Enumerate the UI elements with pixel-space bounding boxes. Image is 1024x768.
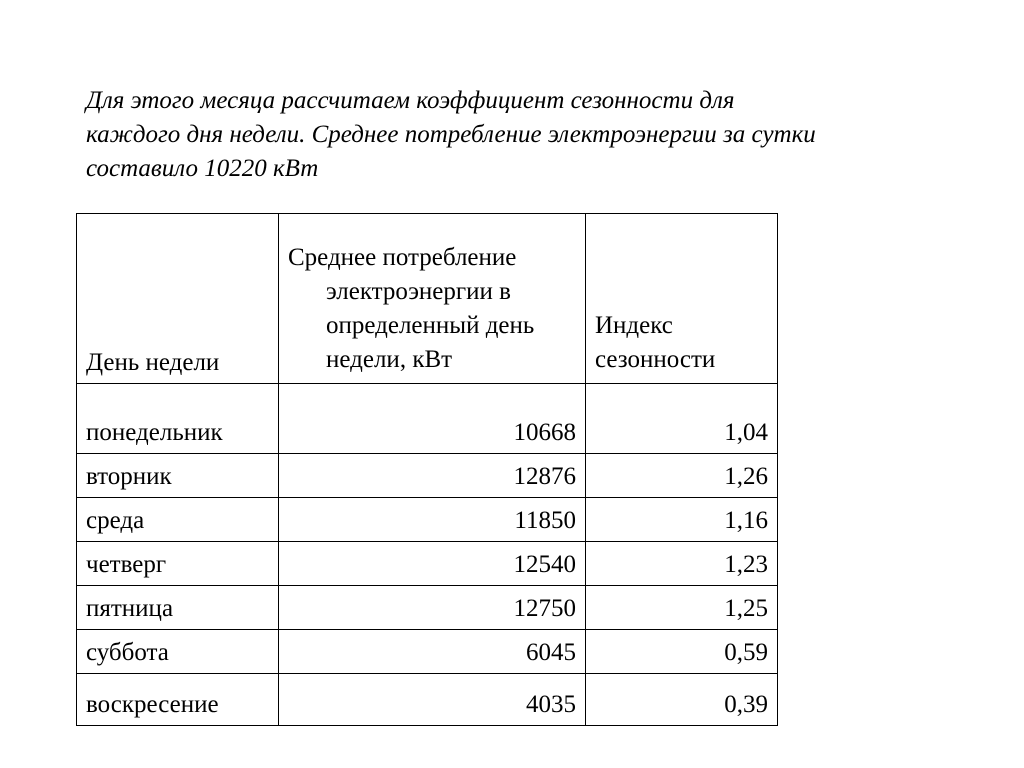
header-index — [586, 214, 778, 384]
cell-consumption: 4035 — [279, 674, 586, 726]
cell-consumption: 12750 — [279, 586, 586, 630]
header-day: День недели — [77, 214, 279, 384]
header-index-line-2: сезонности — [595, 346, 716, 373]
intro-line-2: каждого дня недели. Среднее потребление электроэнергии за сутки — [86, 121, 816, 148]
header-consumption-line-3: определенный день — [326, 312, 535, 339]
table-row — [77, 542, 778, 586]
intro-line-1: Для этого месяца рассчитаем коэффициент сезонности для — [86, 87, 735, 114]
table-row — [77, 586, 778, 630]
cell-day: четверг — [77, 542, 279, 586]
header-consumption — [279, 214, 586, 384]
cell-consumption: 11850 — [279, 498, 586, 542]
intro-line-3: составило 10220 кВт — [86, 155, 319, 182]
intro-paragraph — [86, 84, 946, 186]
cell-consumption: 10668 — [279, 384, 586, 454]
cell-consumption: 12876 — [279, 454, 586, 498]
table-row — [77, 630, 778, 674]
cell-day: среда — [77, 498, 279, 542]
cell-day: суббота — [77, 630, 279, 674]
header-consumption-line-4: недели, кВт — [326, 346, 453, 373]
header-consumption-line-1: Среднее потребление — [288, 244, 517, 271]
header-consumption-line-2: электроэнергии в — [326, 278, 511, 305]
cell-index: 1,26 — [586, 454, 778, 498]
cell-day: пятница — [77, 586, 279, 630]
cell-index: 0,39 — [586, 674, 778, 726]
cell-index: 1,04 — [586, 384, 778, 454]
cell-consumption: 6045 — [279, 630, 586, 674]
cell-consumption: 12540 — [279, 542, 586, 586]
table-row — [77, 384, 778, 454]
cell-index: 1,25 — [586, 586, 778, 630]
cell-index: 0,59 — [586, 630, 778, 674]
table-row — [77, 674, 778, 726]
header-index-line-1: Индекс — [595, 312, 673, 339]
cell-day: воскресение — [77, 674, 279, 726]
seasonality-table — [76, 213, 778, 726]
cell-day: понедельник — [77, 384, 279, 454]
table-header-row — [77, 214, 778, 384]
cell-index: 1,23 — [586, 542, 778, 586]
table-row — [77, 498, 778, 542]
cell-day: вторник — [77, 454, 279, 498]
cell-index: 1,16 — [586, 498, 778, 542]
table-row — [77, 454, 778, 498]
